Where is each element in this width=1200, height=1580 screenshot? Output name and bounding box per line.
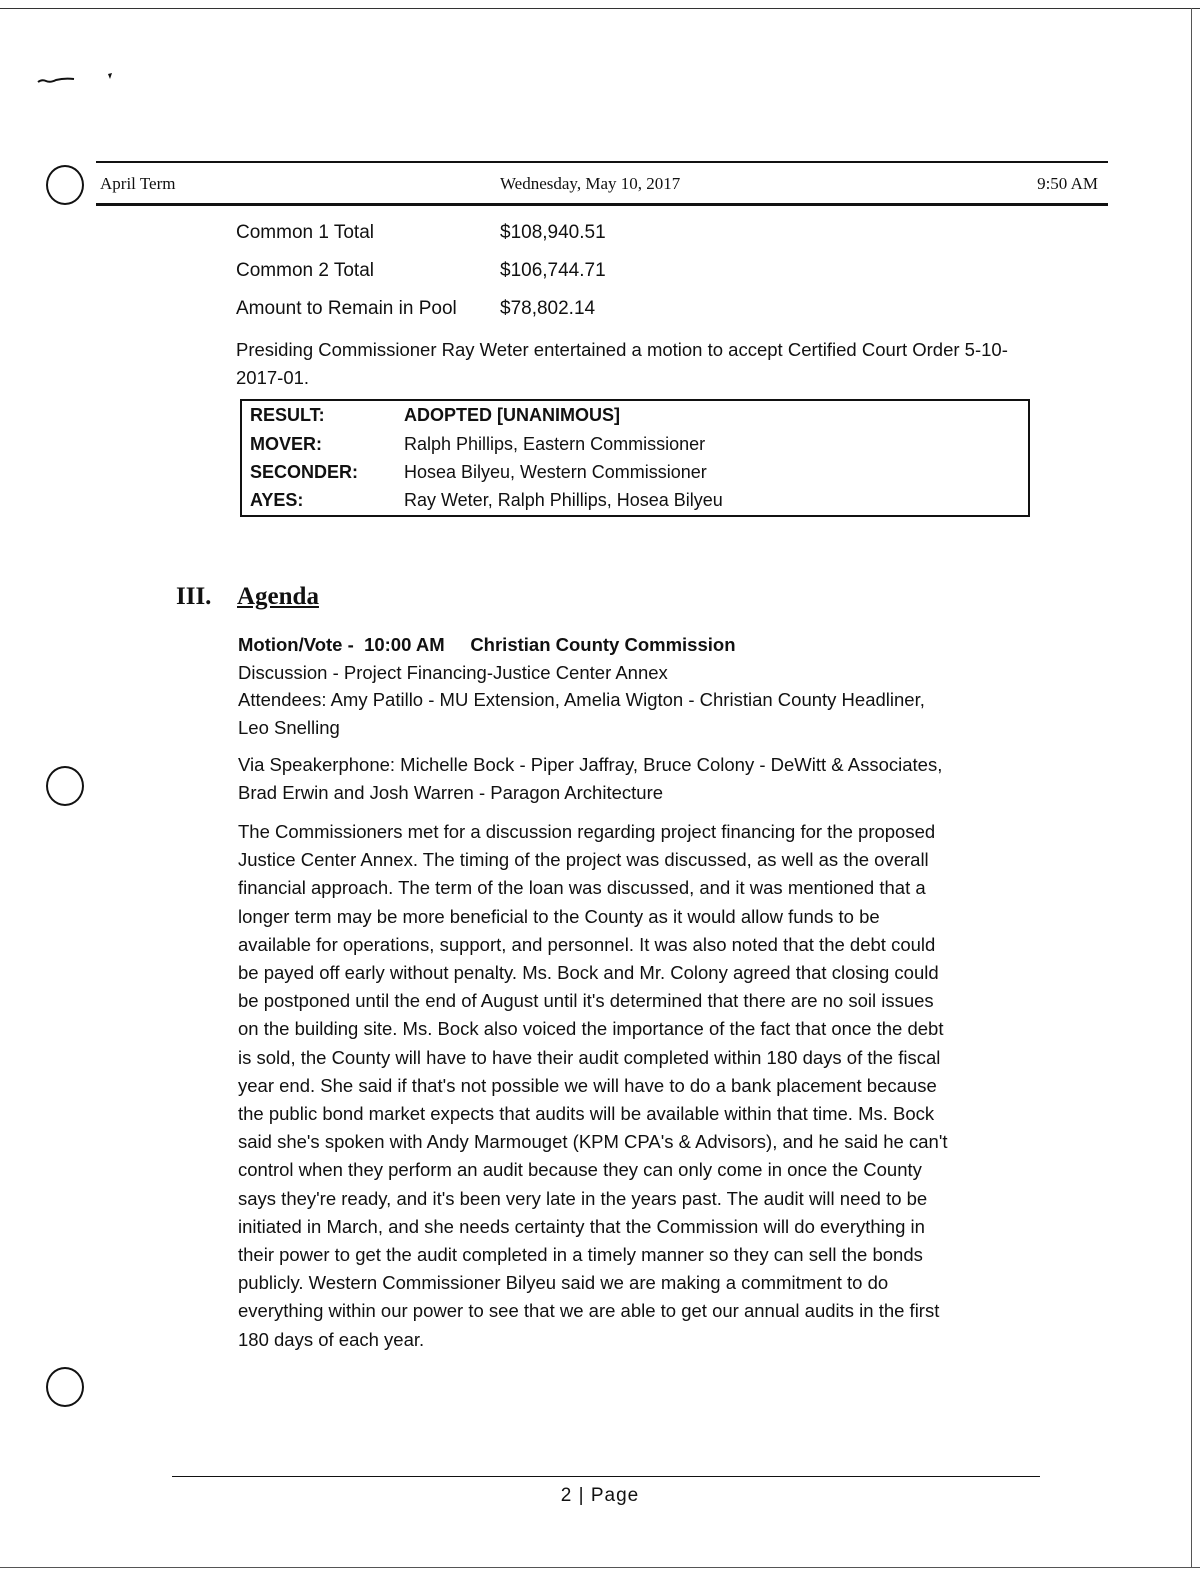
header-rule-bottom: [96, 203, 1108, 206]
motion-statement: Presiding Commissioner Ray Weter entertained a motion to accept Certified Court Order 5-10-2017-01.: [236, 339, 1008, 388]
body-line: the public bond market expects that audits will be available within that time. Ms. Bock: [238, 1103, 935, 1125]
vote-value: Ralph Phillips, Eastern Commissioner: [404, 434, 706, 454]
page-header: [100, 174, 1108, 198]
agenda-attendees-line1: Attendees: Amy Patillo - MU Extension, Amelia Wigton - Christian County Headliner,: [238, 689, 925, 710]
totals-value: $108,940.51: [500, 222, 606, 243]
agenda-attendees-line2: Leo Snelling: [238, 717, 340, 738]
punch-hole-top: [46, 165, 84, 205]
body-line: 180 days of each year.: [238, 1328, 425, 1350]
page-edge-top: [0, 8, 1200, 9]
discussion-body: [238, 818, 1038, 1354]
body-line: everything within our power to see that we are able to get our annual audits in the first: [238, 1300, 940, 1322]
totals-value: $106,744.71: [500, 260, 606, 281]
body-line: their power to get the audit completed in a timely manner so they can sell the bonds: [238, 1244, 923, 1266]
agenda-motion-body: Christian County Commission: [470, 634, 736, 655]
vote-value: ADOPTED [UNANIMOUS]: [404, 405, 620, 425]
agenda-speaker-line1: Via Speakerphone: Michelle Bock - Piper Jaffray, Bruce Colony - DeWitt & Associates,: [238, 754, 943, 775]
agenda-motion-prefix: Motion/Vote -: [238, 634, 354, 655]
totals-label: Common 2 Total: [236, 260, 374, 281]
body-line: longer term may be more beneficial to the County as it would allow funds to be: [238, 905, 880, 927]
totals-label: Amount to Remain in Pool: [236, 298, 457, 319]
vote-label: AYES:: [250, 490, 304, 510]
page-edge-right: [1191, 8, 1192, 1568]
vote-label: SECONDER:: [250, 462, 359, 482]
body-line: Justice Center Annex. The timing of the project was discussed, as well as the overall: [238, 849, 929, 871]
footer-rule: [172, 1476, 1040, 1477]
body-line: on the building site. Ms. Bock also voiced the importance of the fact that once the debt: [238, 1018, 944, 1040]
body-line: be payed off early without penalty. Ms. Bock and Mr. Colony agreed that closing could: [238, 962, 939, 984]
page-number: 2 | Page: [560, 1485, 640, 1506]
punch-hole-bottom: [46, 1367, 84, 1407]
body-line: control when they perform an audit because they can only come in once the County: [238, 1159, 922, 1181]
header-term: April Term: [100, 174, 176, 193]
page-edge-bottom: [0, 1567, 1200, 1568]
body-line: The Commissioners met for a discussion regarding project financing for the proposed: [238, 821, 936, 842]
section-title: Agenda: [237, 583, 319, 610]
body-line: initiated in March, and she needs certainty that the Commission will do everything in: [238, 1215, 925, 1237]
body-line: says they're ready, and it's been very late in the years past. The audit will need to be: [238, 1187, 928, 1209]
agenda-speaker-line2: Brad Erwin and Josh Warren - Paragon Architecture: [238, 782, 664, 803]
header-time: 9:50 AM: [1037, 174, 1098, 193]
vote-value: Hosea Bilyeu, Western Commissioner: [404, 462, 707, 482]
section-number: III.: [176, 583, 212, 610]
vote-result-box: [240, 399, 1030, 517]
totals-value: $78,802.14: [500, 298, 596, 319]
body-line: publicly. Western Commissioner Bilyeu said we are making a commitment to do: [238, 1272, 889, 1294]
body-line: is sold, the County will have to have their audit completed within 180 days of the fiscal: [238, 1046, 941, 1068]
vote-label: RESULT:: [250, 405, 325, 425]
vote-label: MOVER:: [250, 434, 322, 454]
agenda-motion-line: [238, 634, 736, 656]
punch-hole-middle: [46, 766, 84, 806]
scan-mark: [36, 70, 126, 86]
agenda-motion-time: 10:00 AM: [364, 634, 445, 655]
body-line: available for operations, support, and personnel. It was also noted that the debt could: [238, 933, 936, 955]
body-line: financial approach. The term of the loan was discussed, and it was mentioned that a: [238, 877, 926, 899]
body-line: said she's spoken with Andy Marmouget (KPM CPA's & Advisors), and he said he can't: [238, 1131, 948, 1153]
totals-label: Common 1 Total: [236, 222, 374, 243]
body-line: be postponed until the end of August until it's determined that there are no soil issues: [238, 990, 934, 1012]
header-rule-top: [96, 161, 1108, 163]
agenda-discussion: Discussion - Project Financing-Justice Center Annex: [238, 662, 668, 683]
vote-value: Ray Weter, Ralph Phillips, Hosea Bilyeu: [404, 490, 723, 510]
body-line: year end. She said if that's not possible we will have to do a bank placement because: [238, 1074, 937, 1096]
header-date: Wednesday, May 10, 2017: [500, 174, 681, 193]
